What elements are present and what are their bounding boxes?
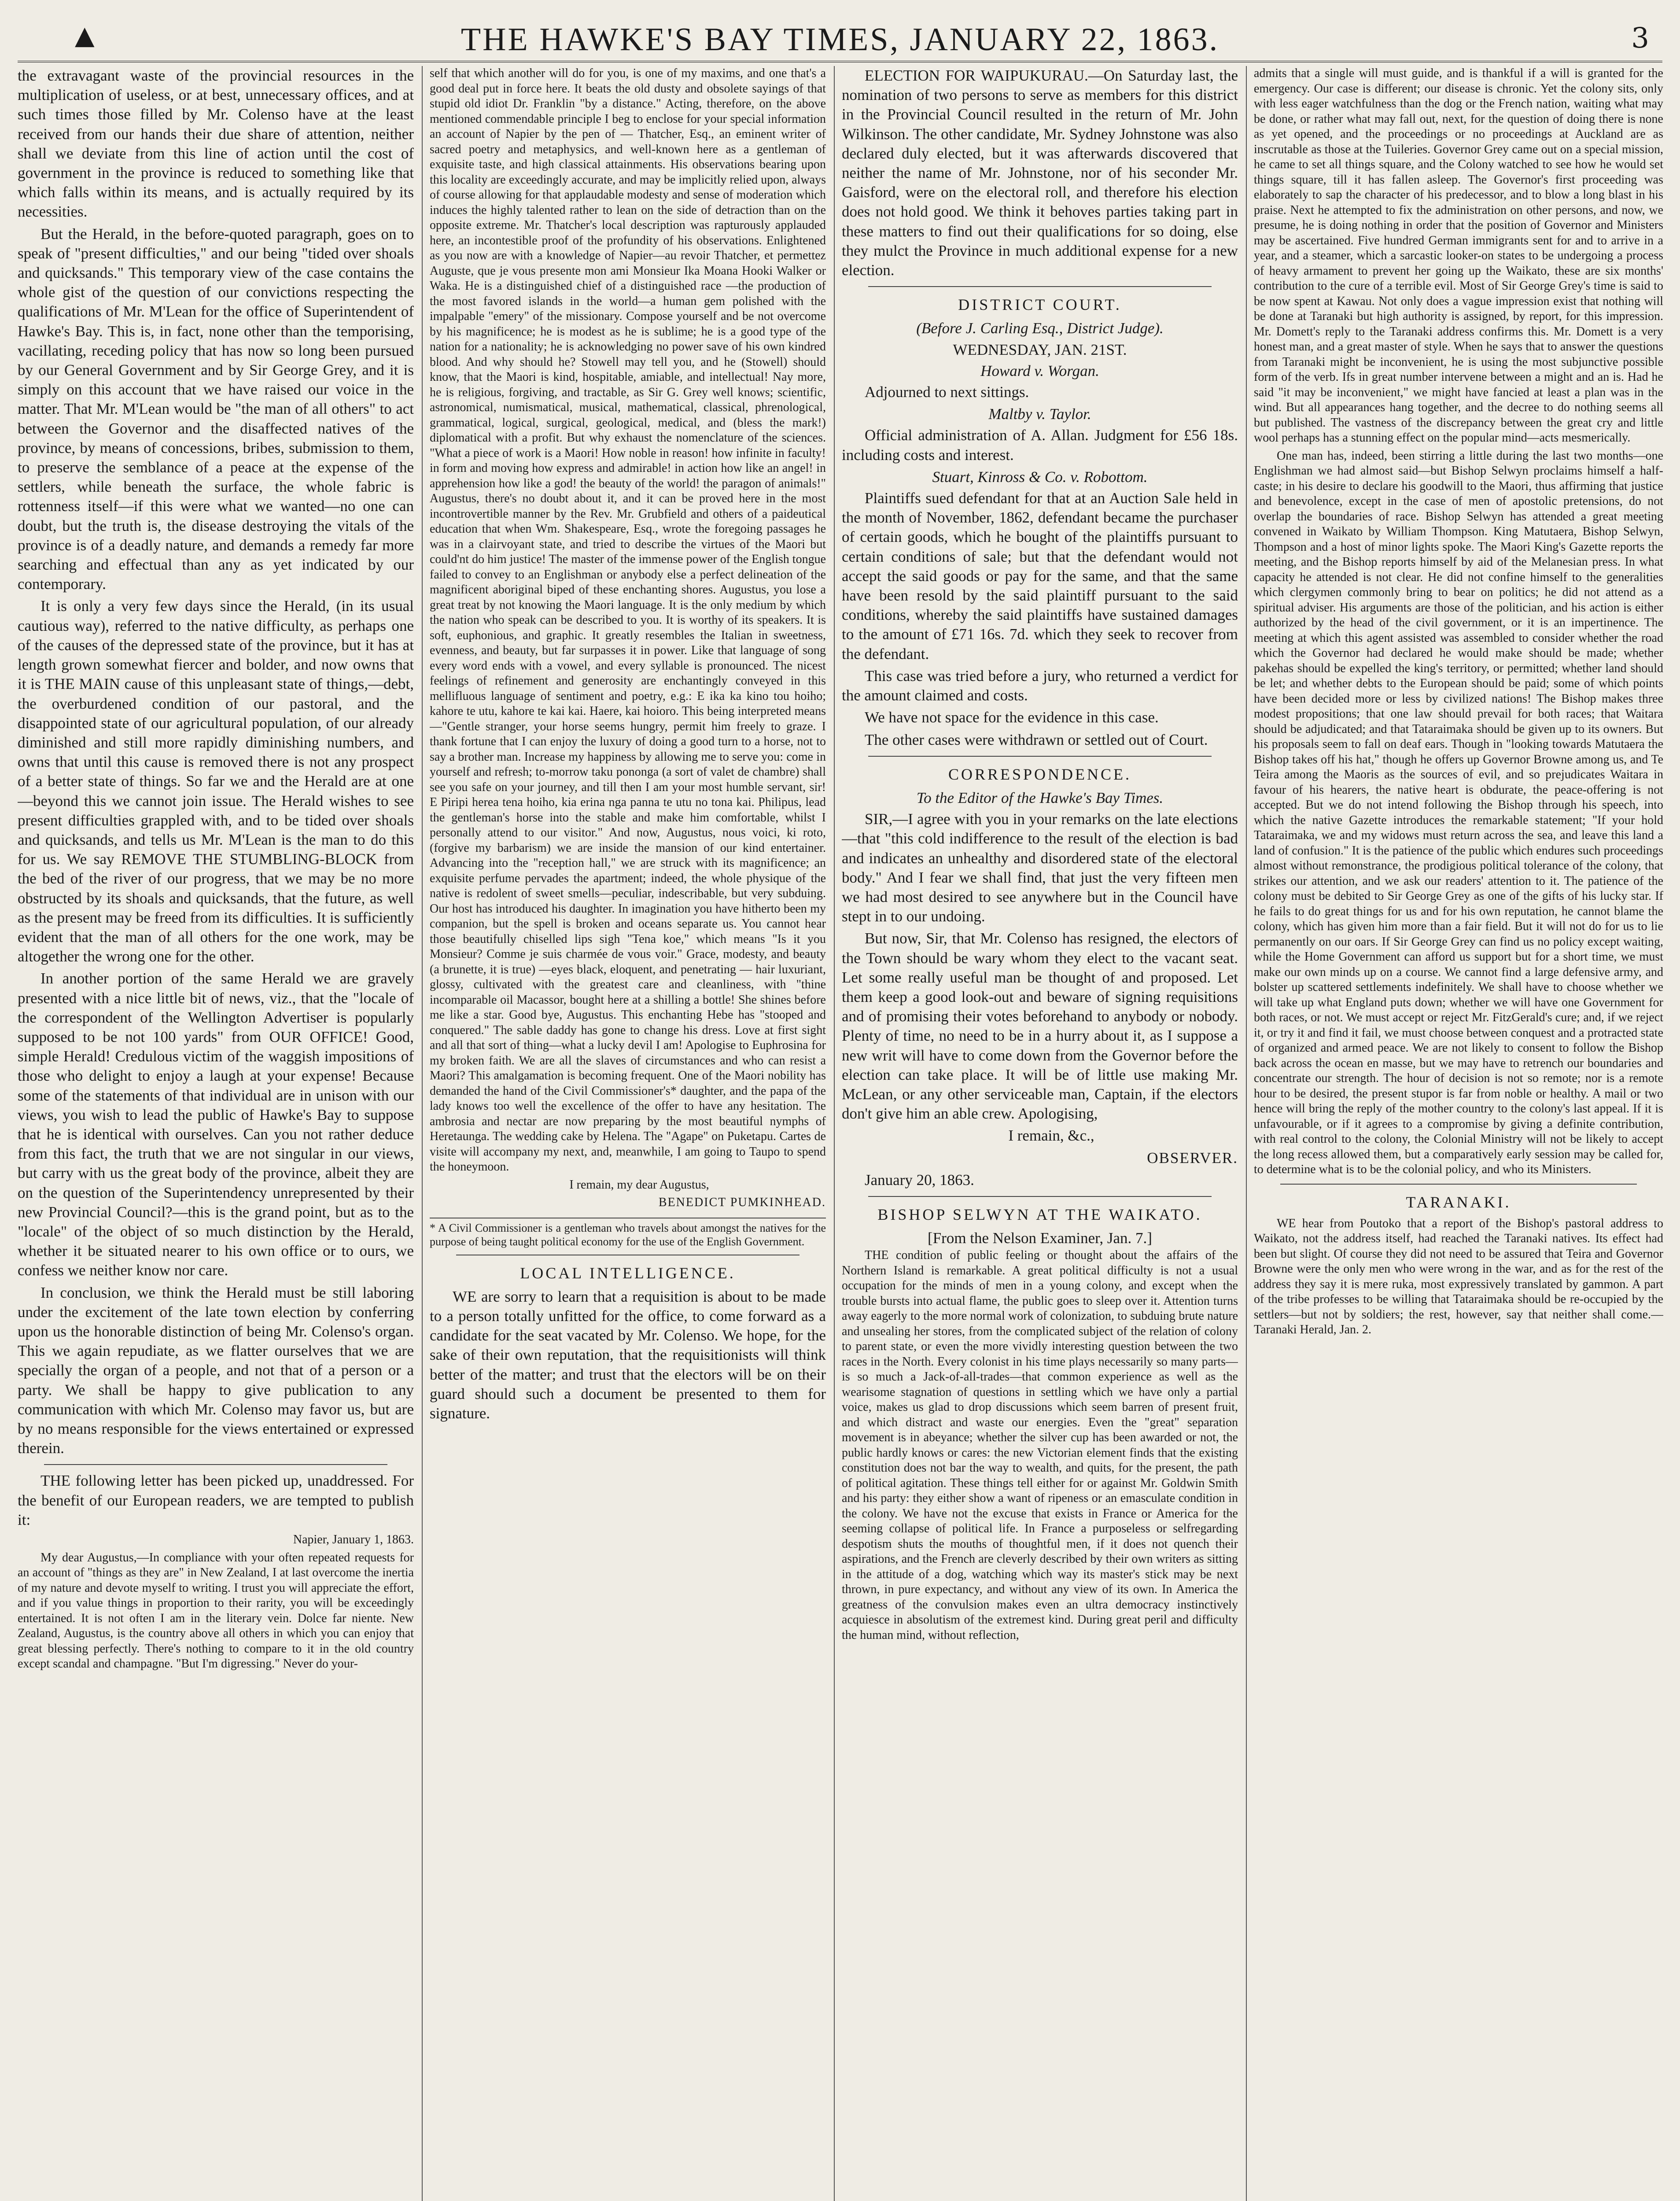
- column-rule: [834, 66, 835, 2201]
- court-date: WEDNESDAY, JAN. 21ST.: [953, 341, 1127, 358]
- letter-signature: OBSERVER.: [1147, 1149, 1238, 1167]
- letter-closing: I remain, &c.,: [1008, 1127, 1094, 1145]
- article-paragraph: the extravagant waste of the provincial resources in the multiplication of useless, or at best, unnecessary offices, and at such times those filled by Mr. Colenso have at the least received from our hands their due share of attention, neither shall we deviate from this line of action until the cost of government in the province is reduced to something like that which falls within its means, and is actually required by its necessities.: [18, 67, 414, 221]
- column-divider: [868, 286, 1212, 287]
- page-number: 3: [1631, 22, 1649, 55]
- case-text: The other cases were withdrawn or settled out of Court.: [865, 731, 1208, 748]
- case-title: Stuart, Kinross & Co. v. Robottom.: [932, 468, 1148, 486]
- column-divider: [1280, 1184, 1637, 1185]
- footnote: * A Civil Commissioner is a gentleman who travels about amongst the natives for the purpose of being taught political economy for the use of the English Government.: [430, 1218, 826, 1248]
- article-paragraph: One man has, indeed, been stirring a little during the last two months—one Englishman we had almost said—but Bishop Selwyn proclaims himself a half-caste; in his desire to declare his goodwill to the Maori, thus affirming that justice and benevolence, except in the case of men of apostolic pretensions, do not overlap the boundaries of race. Bishop Selwyn has attended a great meeting convened in Waikato by William Thompson. King Matutaera, Bishop Selwyn, Thompson and a host of minor lights spoke. The Maori King's Gazette reports the meeting, and the Bishop reports himself by aid of the Melanesian press. In what capacity he attended is not clear. He did not confine himself to the generalities which clergymen commonly bring to bear on politics; he did not attend as a spiritual adviser. His arguments are those of the politician, and his action is either authorized by the head of the civil government, or it is an impertinence. The meeting at which this agent assisted was assembled to consider whether the road which the Governor had declared he would make should be made; whether pakehas should be expelled the king's territory, or permitted; whether land should be let; and whether debts to the European should be paid; some of which points have been decided more or less by civilized nations! The Bishop makes three modest propositions; that one law should prevail for both races; that Waitara should be adjudicated; and that Tataraimaka should be given up to its owners. But his proposals seem to fall on deaf ears. Though in "looking towards Matutaera the Bishop takes off his hat," though he offers up Governor Browne among us, and Te Teira among the Maoris as the sources of evil, and so prejudicates Waitara in favour of his hearers, the native heart is obdurate, the peace-offering is not accepted. But we do not intend following the Bishop through his speech, into which the native Gazette introduces the remarkable statement; "If your hold Tataraimaka, we and my widows must return across the sea, and leave this land a land of confusion." It is the patience of the public which endures such proceedings almost without remonstrance, the prodigious political tolerance of the colony, that strikes our attention, and we ask our readers' attention to it. The patience of the colony must be debited to Sir George Grey as one of the gifts of his lucky star. If he fails to do great things for us and for his own reputation, he cannot blame the colony, which has given him more than a fair field. But it will not do for us to lie permanently on our oars. If Sir George Grey can find us no policy except waiting, while the Home Government can afford us support but for a short time, we must make our own minds up on a course. We cannot find a large defensive army, and bolster up scattered settlements indefinitely. We shall have to choose whether we will take up what England puts down; whether we will have one Government for both races, or not. We must accept or reject Mr. FitzGerald's cure; and, if we reject it, or try it and find it fail, we must choose between conquest and a protracted state of organized and armed peace. We are not likely to consent to follow the Bishop back across the ocean en masse, but we may have to retrench our boundaries and concentrate our strength. The hour of decision is not so remote; nor is a remote hour to be desired, the present stupor is far from noble or healthy. A mail or two hence will bring the reply of the mother country to the colony's last appeal. If it is unfavourable, or if it agrees to a compromise by giving a definite contribution, with real control to the colony, the Colonial Ministry will not be likely to accept the long recess allowed them, but a comparatively early session may be called for, to determine what is to be the colonial policy, and who its Ministers.: [1254, 449, 1663, 1176]
- section-heading: CORRESPONDENCE.: [948, 765, 1132, 783]
- article-paragraph: admits that a single will must guide, and is thankful if a will is granted for the emergency. Our case is different; our disease is chronic. Yet the colony sits, only with less eager watchfulness than the dog or the French nation, waiting what may be done, or rather what may fall out, next, for the question of doing there is none as yet opened, and the proceedings or no proceedings at Auckland are as inscrutable as those at the Tuileries. Governor Grey came out on a special mission, he came to set all things square, and the Colony watched to see how he would set things square, till it has fallen asleep. The Governor's first proceeding was elaborately to sap the character of his predecessor, and to blow a long blast in his praise. Next he attempted to fix the administration on other persons, and now, we presume, he is doing nothing in order that the position of Governor and Ministers may be ascertained. Five hundred German immigrants sent for and to arrive in a year, and a steamer, which a sarcastic looker-on states to be undergoing a process of heavy armament to prevent her going up the Waikato, these are six months' contribution to the cure of a terrible evil. Most of Sir George Grey's time is said to be now spent at Kawau. Not only does a vague impression exist that nothing will be done at Taranaki but high authority is assigned, by report, for this impression. Mr. Domett's reply to the Taranaki address confirms this. Mr. Domett is a very honest man, and a great master of style. When he says that to answer the questions from Taranaki might be inconvenient, he is using the most subjunctive possible form of the verb. Ifs in great number intervene between a might and an is. Had he said "it may be inconvenient," we might have fancied at least a plan was in the wind. But all appearances hang together, and the decree to do nothing seems all but published. The vastness of the discrepancy between the great cry and little wool perhaps has a stunning effect on the popular mind—acts mesmerically.: [1254, 66, 1663, 445]
- section-heading: DISTRICT COURT.: [958, 296, 1122, 314]
- article-paragraph: WE are sorry to learn that a requisition is about to be made to a person totally unfitted for the office, to come forward as a candidate for the seat vacated by Mr. Colenso. We hope, for the sake of their own reputation, that the requisitionists will think better of the matter; and trust that the electors will be on their guard should such a document be presented to them for signature.: [430, 1288, 826, 1422]
- column-1: [18, 66, 414, 2201]
- column-divider: [868, 756, 1212, 757]
- article-paragraph: THE condition of public feeling or thought about the affairs of the Northern Island is remarkable. A great political difficulty is not a usual occupation for the minds of men in a young colony, and except when the trouble bursts into actual flame, the public goes to sleep over it. Attention turns away eagerly to the more normal work of colonization, to subduing brute nature and unsealing her stores, from the complicated subject of the relation of colony to parent state, or even the more vividly interesting question between the two races in the North. Every colonist in his time plays necessarily so many parts—is so much a Jack-of-all-trades—that common experience as well as the wearisome stagnation of questions in settling which we have only a partial voice, makes us glad to drop discussions which seem barren of present fruit, and which distract and waste our energies. Even the "great" separation movement is in abeyance; whether the silver cup has been awarded or not, the public hardly knows or cares: the new Victorian element finds that the existing constitution does not bar the way to wealth, and quits, for the present, the path of political agitation. These things tell either for or against Mr. Goldwin Smith and his party: they either show a want of ripeness or an emasculate condition in the colony. We have not the excuse that exists in France or America for the seeming collapse of political life. In France a purposeless or selfregarding despotism shuts the mouths of thoughtful men, if it does not quench their aspirations, and the French are cleverly described by their own writers as sitting in the attitude of a dog, watching which way its master's stick may be next thrown, in pure expectancy, and without any view of its own. In America the greatness of the convulsion makes even an ultra democracy instinctively acquiesce in absolutism of the extremest kind. During great peril and difficulty the human mind, without reflection,: [842, 1248, 1238, 1642]
- newspaper-title: THE HAWKE'S BAY TIMES, JANUARY 22, 1863.: [461, 22, 1219, 58]
- case-text: Plaintiffs sued defendant for that at an Auction Sale held in the month of November, 1862, defendant became the purchaser of certain goods, which he bought of the plaintiffs pursuant to certain conditions of sale; but that the defendant would not accept the said goods or pay for the same, and that the same have been resold by the said plaintiff pursuant to the said conditions, whereby the said plaintiffs have sustained damages to the amount of £71 16s. 7d. which they seek to recover from the defendant.: [842, 490, 1238, 663]
- article-source: [From the Nelson Examiner, Jan. 7.]: [928, 1229, 1152, 1247]
- court-subheading: (Before J. Carling Esq., District Judge).: [916, 320, 1164, 337]
- section-heading: LOCAL INTELLIGENCE.: [520, 1264, 736, 1282]
- column-rule: [1246, 66, 1247, 2201]
- section-heading: BISHOP SELWYN AT THE WAIKATO.: [877, 1205, 1202, 1223]
- article-paragraph: But the Herald, in the before-quoted paragraph, goes on to speak of "present difficulties," and our being "tided over shoals and quicksands." This temporary view of the case contains the whole gist of the question of our convictions respecting the qualifications of Mr. M'Lean for the office of Superintendent of Hawke's Bay. This is, in fact, none other than the temporising, vacillating, receding policy that has now so long been pursued by our General Government and by Sir George Grey, and it is simply on this account that we have raised our voice in the matter. That Mr. M'Lean would be "the man of all others" to act between the Governor and the disaffected natives of the province, by means of concessions, bribes, submission to them, to preserve the semblance of a peace at the expense of the settlers, while beneath the surface, the whole fabric is rottenness itself—if this were what we wanted—no one can doubt, but the truth is, the disease destroying the vitals of the province is of a deadly nature, and demands a remedy far more searching and effectual than any as yet indicated by our contemporary.: [18, 225, 414, 593]
- article-paragraph: ELECTION FOR WAIPUKURAU.—On Saturday last, the nomination of two persons to serve as members for this district in the Provincial Council resulted in the return of Mr. John Wilkinson. The other candidate, Mr. Sydney Johnstone was also declared duly elected, but it was afterwards discovered that neither the name of Mr. Johnstone, nor of his seconder Mr. Gaisford, were on the electoral roll, and therefore his election does not hold good. We think it behoves parties taking part in these matters to find out their qualifications for so doing, else they mulct the Province in much additional expense for a new election.: [842, 67, 1238, 279]
- case-text: Adjourned to next sittings.: [865, 383, 1029, 401]
- column-rule: [422, 66, 423, 2201]
- letter-paragraph: But now, Sir, that Mr. Colenso has resigned, the electors of the Town should be wary whom they elect to the vacant seat. Let some really useful man be thought of and proposed. Let them keep a good look-out and beware of signing requisitions and of promising their votes beforehand to anybody or nobody. Plenty of time, no need to be in a hurry about it, as I suppose a new writ will have to come down from the Governor before the election can take place. It will be of little use making Mr. McLean, or any other serviceable man, Captain, if the electors don't give him an able crew. Apologising,: [842, 930, 1238, 1123]
- article-paragraph: THE following letter has been picked up, unaddressed. For the benefit of our European readers, we are tempted to publish it:: [18, 1472, 414, 1528]
- letter-signature: BENEDICT PUMKINHEAD.: [658, 1196, 826, 1209]
- case-title: Howard v. Worgan.: [980, 362, 1099, 379]
- letter-closing: I remain, my dear Augustus,: [569, 1178, 709, 1192]
- case-text: Official administration of A. Allan. Judgment for £56 18s. including costs and interest.: [842, 427, 1238, 464]
- case-title: Maltby v. Taylor.: [988, 405, 1091, 423]
- case-text: We have not space for the evidence in this case.: [865, 709, 1159, 726]
- letter-paragraph: My dear Augustus,—In compliance with your often repeated requests for an account of "things as they are" in New Zealand, I at last overcome the inertia of my nature and devote myself to writing. I trust you will appreciate the effort, and if you value things in proportion to their rarity, you will be exceedingly entertained. It is not often I am in the literary vein. Dolce far niente. New Zealand, Augustus, is the country above all others in which you can enjoy that great blessing perfectly. There's nothing to compare to it in the old country except scandal and champagne. "But I'm digressing." Never do your-: [18, 1550, 414, 1671]
- letter-date: January 20, 1863.: [865, 1171, 974, 1189]
- article-paragraph: It is only a very few days since the Herald, (in its usual cautious way), referred to the native difficulty, as perhaps one of the causes of the depressed state of the province, but it has at length grown somewhat fiercer and bolder, and now owns that it is THE MAIN cause of this unpleasant state of things,—debt, the overburdened condition of our pastoral, and the disappointed state of our agricultural population, of our already diminished and still more rapidly diminishing numbers, and owns that until this cause is removed there is not any prospect of a better state of things. So far we and the Herald are at one —beyond this we cannot join issue. The Herald wishes to see present difficulties grappled with, and to be tided over shoals and quicksands, and tells us Mr. M'Lean is the man to do this for us. We say REMOVE THE STUMBLING-BLOCK from the bed of the river of our progress, that we may be no more obstructed by its shoals and quicksands, that the future, as well as the present may be freed from its difficulties. It is sufficiently evident that the man of all others for the one work, may be altogether the wrong one for the other.: [18, 597, 414, 965]
- printer-mark-icon: ▲: [75, 20, 95, 50]
- case-text: This case was tried before a jury, who returned a verdict for the amount claimed and costs.: [842, 667, 1238, 704]
- masthead: [18, 12, 1662, 63]
- letter-paragraph: self that which another will do for you, is one of my maxims, and one that's a good deal put in force here. It beats the old dusty and obsolete sayings of that stupid old idiot Dr. Franklin "by a distance." Acting, therefore, on the above mentioned commendable principle I beg to enclose for your special information an account of Napier by the pen of — Thatcher, Esq., an eminent writer of sacred poetry and metaphysics, and well-known here as a gentleman of exquisite taste, and high classical attainments. His observations bearing upon this locality are exceedingly accurate, and may be implicitly relied upon, always of course allowing for that applaudable modesty and sense of moderation which induces the highly talented rather to lean on the side of detraction than on the opposite extreme. Mr. Thatcher's local description was rapturously applauded here, an incontestible proof of the profundity of his observations. Enlightened as you now are with a knowledge of Napier—au revoir Thatcher, et permettez Auguste, que je vous presente mon ami Monsieur Ika Moana Hooki Walker or Waka. He is a distinguished chief of a distinguished race —the production of the most favored islands in the world—a human gem polished with the impalpable "emery" of the missionary. Compose yourself and be not overcome by his magnificence; he is modest as he is sublime; he is a good type of the nation for a nationality; he is acknowledging no power save of his own kindred blood. And why should he? Stowell may tell you, and he (Stowell) should know, that the Maori is kind, hospitable, amiable, and intellectual! Nay more, he is religious, forgiving, and tractable, as Sir G. Grey well knows; scientific, astronomical, numismatical, musical, mathematical, classical, phrenological, grammatical, logical, surgical, geological, medical, and (bless the mark!) diplomatical with a profit. But why exhaust the nomenclature of the sciences. "What a piece of work is a Maori! How noble in reason! how infinite in faculty! in form and moving how express and admirable! in action how like an angel! in apprehension how like a god! the beauty of the world! the paragon of animals!" Augustus, there's no doubt about it, and it can be proved here in the most incontrovertible manner by the Rev. Mr. Grubfield and others of a paideutical education that when Wm. Shakespeare, Esq., wrote the foregoing passages he was in a clairvoyant state, and tried to describe the virtues of the Maori but could'nt do him justice! The master of the immense power of the English tongue failed to convey to an Englishman or anybody else a perfect delineation of the magnificent aboriginal biped of these enchanting shores. Augustus, you lose a great treat by not knowing the Maori language. It is the only medium by which the nation who speak can be described to you. It is worthy of its speakers. It is soft, euphonious, and graphic. It greatly resembles the Italian in sweetness, evenness, and beauty, but far surpasses it in power. Like that language of song every word ends with a vowel, and every syllable is pronounced. The nicest feelings of refinement and generosity are enchantingly conveyed in this mellifluous language of sentiment and poetry, e.g.: E ika ka kino tou hoiho; kahore te utu, kahore te kai kai. Haere, kai hoioro. This being interpreted means—"Gentle stranger, your horse seems hungry, permit him freely to graze. I thank fortune that I can enjoy the luxury of doing a good turn to a horse, not to say a brother man. Increase my happiness by allowing me to serve you: come in yourself and refresh; to-morrow taku pononga (a sort of valet de chambre) shall see you safe on your journey, and till then I am your most humble servant, sir! E Piripi herea tena hoiho, kia erina nga panna te utu no tona kai. Philipus, lead the gentleman's horse into the stable and make him comfortable, whilst I personally attend to our visitor." And now, Augustus, nous voici, ki roto, (forgive my barbarism) we are inside the mansion of our kind entertainer. Advancing into the "reception hall," we are struck with its magnificence; an exquisite perfume pervades the apartment; indeed, the whole physique of the native is redolent of sweet smells—peculiar, indescribable, but very subduing. Our host has introduced his daughter. In imagination you have hitherto been my companion, but the spell is broken and oceans separate us. You cannot hear those beautifully chiselled lips sigh "Tena koe," which means "Is it you Monsieur? Comme je suis charmée de vous voir." Grace, modesty, and beauty (a brunette, it is true) —eyes black, eloquent, and penetrating — hair luxuriant, glossy, cultivated with the greatest care and cleanliness, with "thine incomparable oil Macassor, bought here at a shilling a bottle! She shines before me like a star. Good bye, Augustus. This enchanting Hebe has "stooped and conquered." The sable daddy has gone to change his dress. Love at first sight and all that sort of thing—what a lucky devil I am! Apologise to Euphrosina for my broken faith. We are all the slaves of circumstances and who can resist a Maori? This amalgamation is becoming frequent. One of the Maori nobility has demanded the hand of the Civil Commissioner's* daughter, and the papa of the lady knows too well the excellence of the offer to have any hesitation. The ambrosia and nectar are now preparing by the most beautiful nymphs of Heretaunga. The wedding cake by Helena. The "Agape" on Puketapu. Cartes de visite will accompany my next, and, meanwhile, I am going to Taupo to spend the honeymoon.: [430, 66, 826, 1174]
- article-paragraph: In conclusion, we think the Herald must be still laboring under the excitement of the late town election by conferring upon us the honorable distinction of being Mr. Colenso's organ. This we again repudiate, as we flatter ourselves that we are specially the organ of a people, and not that of a person or a party. We shall be happy to give publication to any communication with which Mr. Colenso may favor us, but are by no means responsible for the views entertained or expressed therein.: [18, 1284, 414, 1457]
- correspondence-address: To the Editor of the Hawke's Bay Times.: [916, 789, 1164, 806]
- column-2: [430, 66, 826, 2201]
- letter-dateline: Napier, January 1, 1863.: [293, 1533, 414, 1547]
- article-paragraph: In another portion of the same Herald we are gravely presented with a nice little bit of news, viz., that the "locale of the correspondent of the Wellington Advertiser is popularly supposed to be not 100 yards" from OUR OFFICE! Good, simple Herald! Credulous victim of the waggish impositions of those who delight to enjoy a laugh at your expense! Because some of the statements of that individual are in unison with our views, you wish to lead the public of Hawke's Bay to suppose that he is identical with ourselves. Can you not rather deduce from this fact, the truth that we are not singular in our views, but carry with us the great body of the province, albeit they are on the question of the Superintendency unrepresented by their new Provincial Council?—this is the grand point, but as to the "locale" of the object of so much distinction by the Herald, whether it be situated nearer to his own office or to ours, we confess we neither know nor care.: [18, 970, 414, 1279]
- column-divider: [868, 1196, 1212, 1197]
- column-divider: [44, 1464, 387, 1465]
- section-heading: TARANAKI.: [1406, 1193, 1511, 1211]
- column-3: [842, 66, 1238, 2201]
- column-4: [1254, 66, 1663, 2201]
- letter-paragraph: SIR,—I agree with you in your remarks on the late elections—that "this cold indifference to the result of the election is bad and indicates an unhealthy and disordered state of the electoral body." And I fear we shall find, that just the very fifteen men we had most desired to see anywhere but in the Council have stept in to our undoing.: [842, 810, 1238, 925]
- article-paragraph: WE hear from Poutoko that a report of the Bishop's pastoral address to Waikato, not the address itself, had reached the Taranaki natives. Its effect had been but slight. Of course they did not need to be assured that Teira and Governor Browne were the only men who were wrong in the war, and as for the rest of the address they say it is mere ruka, most expressively translated by gammon. A part of the tribe professes to be willing that Tataraimaka should be re-occupied by the settlers—but not by soldiers; the rest, however, say that neither shall come.—Taranaki Herald, Jan. 2.: [1254, 1216, 1663, 1337]
